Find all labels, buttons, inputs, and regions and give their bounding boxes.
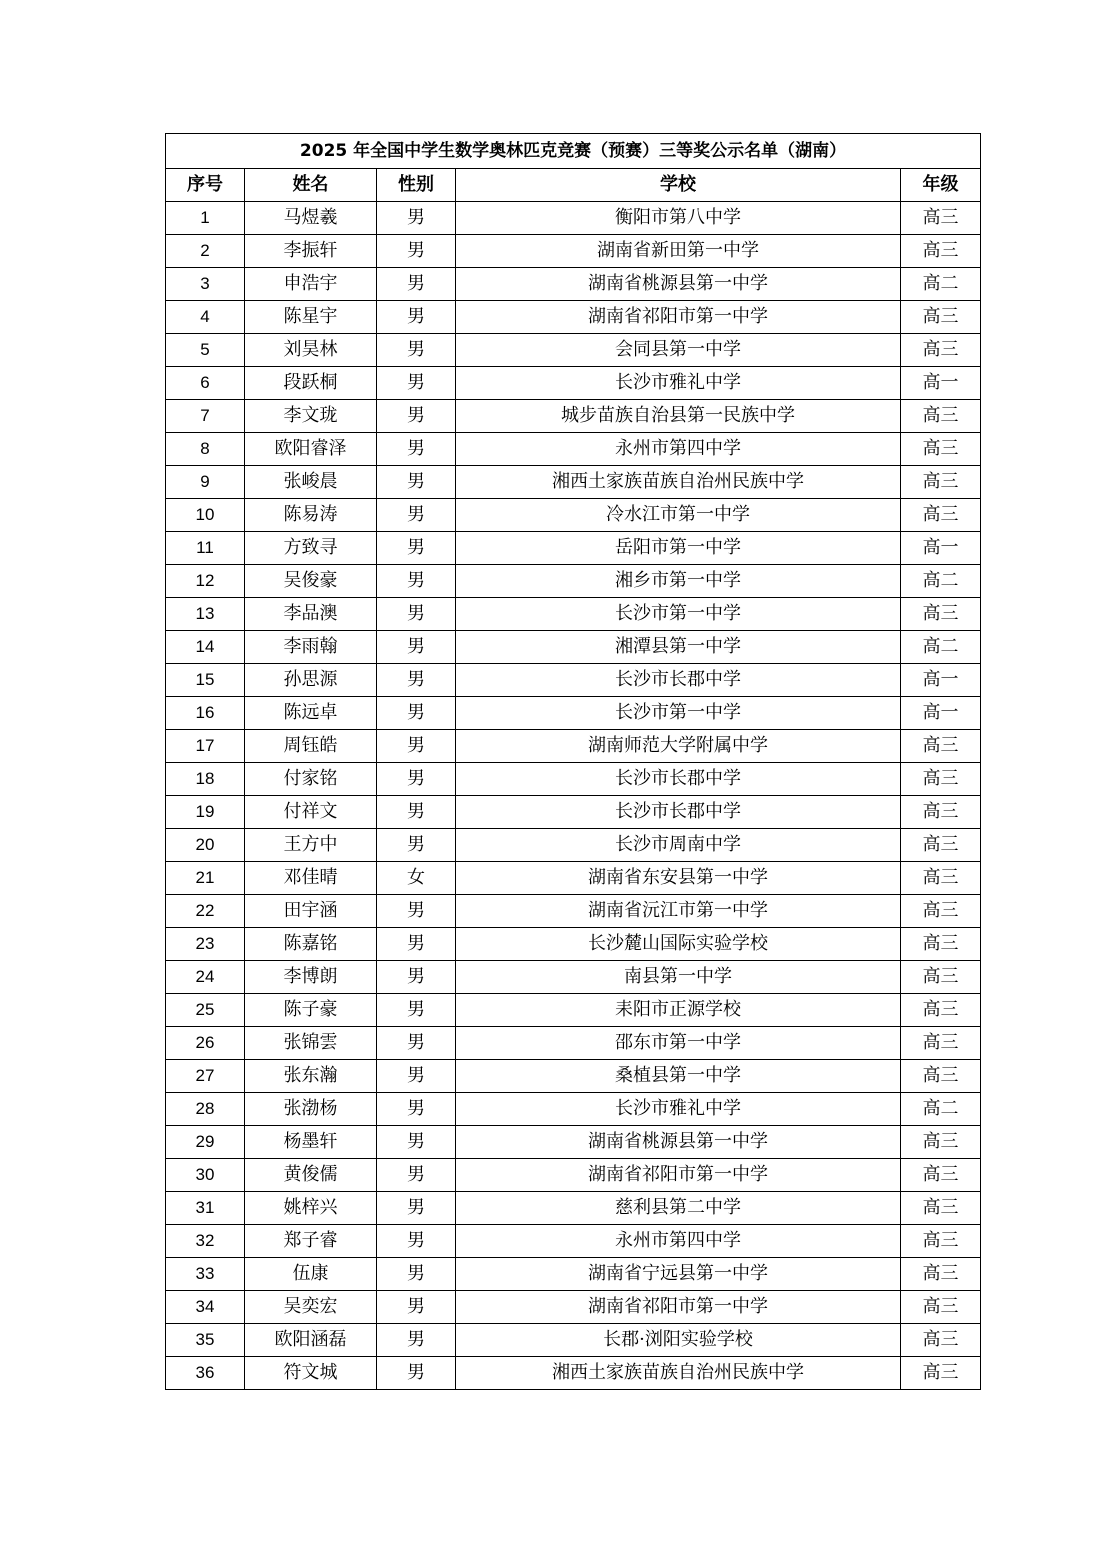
table-body [166,202,981,1390]
table-row [166,301,981,334]
cell-school: 耒阳市正源学校 [456,994,901,1027]
cell-name: 李品澳 [245,598,377,631]
cell-index: 36 [166,1357,245,1390]
column-header-gender: 性别 [377,169,456,202]
cell-gender: 男 [377,895,456,928]
cell-name: 申浩宇 [245,268,377,301]
cell-gender: 男 [377,1159,456,1192]
cell-grade: 高三 [901,466,981,499]
cell-grade: 高二 [901,1093,981,1126]
cell-gender: 男 [377,994,456,1027]
cell-gender: 男 [377,1291,456,1324]
cell-name: 段跃桐 [245,367,377,400]
cell-index: 18 [166,763,245,796]
table-row [166,829,981,862]
cell-name: 张渤杨 [245,1093,377,1126]
cell-grade: 高三 [901,895,981,928]
cell-index: 2 [166,235,245,268]
cell-index: 32 [166,1225,245,1258]
cell-grade: 高三 [901,829,981,862]
table-row [166,796,981,829]
table-row [166,466,981,499]
cell-school: 湖南师范大学附属中学 [456,730,901,763]
cell-gender: 男 [377,598,456,631]
table-row [166,994,981,1027]
cell-index: 26 [166,1027,245,1060]
cell-index: 23 [166,928,245,961]
cell-name: 周钰皓 [245,730,377,763]
column-header-school: 学校 [456,169,901,202]
table-row [166,1126,981,1159]
cell-index: 17 [166,730,245,763]
cell-grade: 高三 [901,961,981,994]
table-row [166,1060,981,1093]
cell-grade: 高三 [901,235,981,268]
cell-school: 长沙市长郡中学 [456,763,901,796]
cell-school: 湘西土家族苗族自治州民族中学 [456,466,901,499]
cell-name: 伍康 [245,1258,377,1291]
cell-school: 长沙市第一中学 [456,697,901,730]
cell-index: 19 [166,796,245,829]
cell-school: 长沙市周南中学 [456,829,901,862]
cell-index: 33 [166,1258,245,1291]
cell-index: 31 [166,1192,245,1225]
table-row [166,928,981,961]
cell-name: 方致寻 [245,532,377,565]
cell-name: 张东瀚 [245,1060,377,1093]
cell-index: 7 [166,400,245,433]
cell-name: 符文城 [245,1357,377,1390]
cell-school: 湘乡市第一中学 [456,565,901,598]
cell-index: 10 [166,499,245,532]
cell-school: 湘潭县第一中学 [456,631,901,664]
cell-gender: 男 [377,235,456,268]
cell-grade: 高三 [901,730,981,763]
table-row [166,961,981,994]
cell-gender: 男 [377,400,456,433]
cell-grade: 高三 [901,1324,981,1357]
table-row [166,565,981,598]
table-row [166,1192,981,1225]
cell-index: 12 [166,565,245,598]
table-row [166,268,981,301]
cell-gender: 男 [377,268,456,301]
cell-school: 湖南省桃源县第一中学 [456,268,901,301]
cell-school: 长沙麓山国际实验学校 [456,928,901,961]
cell-gender: 男 [377,367,456,400]
cell-name: 田宇涵 [245,895,377,928]
cell-name: 王方中 [245,829,377,862]
cell-name: 吴奕宏 [245,1291,377,1324]
cell-gender: 男 [377,697,456,730]
table-row [166,1159,981,1192]
cell-index: 6 [166,367,245,400]
cell-name: 付家铭 [245,763,377,796]
title-row [166,134,981,169]
cell-index: 4 [166,301,245,334]
cell-name: 李雨翰 [245,631,377,664]
table-row [166,1093,981,1126]
cell-grade: 高二 [901,268,981,301]
cell-index: 29 [166,1126,245,1159]
cell-name: 马煜羲 [245,202,377,235]
cell-gender: 男 [377,202,456,235]
cell-gender: 男 [377,1324,456,1357]
cell-gender: 男 [377,532,456,565]
table-row [166,895,981,928]
cell-gender: 男 [377,1192,456,1225]
table-row [166,532,981,565]
table-row [166,235,981,268]
column-header-name: 姓名 [245,169,377,202]
cell-school: 湖南省桃源县第一中学 [456,1126,901,1159]
cell-name: 杨墨轩 [245,1126,377,1159]
table-row [166,730,981,763]
cell-school: 长沙市第一中学 [456,598,901,631]
table-row [166,697,981,730]
cell-grade: 高三 [901,1258,981,1291]
cell-gender: 男 [377,334,456,367]
cell-gender: 男 [377,1126,456,1159]
cell-school: 永州市第四中学 [456,1225,901,1258]
cell-school: 长沙市雅礼中学 [456,367,901,400]
cell-school: 桑植县第一中学 [456,1060,901,1093]
cell-grade: 高三 [901,1291,981,1324]
cell-school: 永州市第四中学 [456,433,901,466]
cell-school: 湖南省祁阳市第一中学 [456,301,901,334]
cell-grade: 高二 [901,631,981,664]
cell-school: 冷水江市第一中学 [456,499,901,532]
cell-name: 李振轩 [245,235,377,268]
cell-index: 15 [166,664,245,697]
cell-name: 李文珑 [245,400,377,433]
cell-school: 邵东市第一中学 [456,1027,901,1060]
cell-name: 付祥文 [245,796,377,829]
cell-name: 陈星宇 [245,301,377,334]
cell-name: 邓佳晴 [245,862,377,895]
cell-gender: 男 [377,433,456,466]
cell-grade: 高三 [901,1192,981,1225]
cell-gender: 男 [377,664,456,697]
cell-name: 张锦雲 [245,1027,377,1060]
cell-grade: 高一 [901,532,981,565]
column-header-grade: 年级 [901,169,981,202]
cell-grade: 高三 [901,433,981,466]
cell-school: 湖南省宁远县第一中学 [456,1258,901,1291]
cell-name: 刘昊林 [245,334,377,367]
cell-index: 14 [166,631,245,664]
cell-index: 21 [166,862,245,895]
cell-school: 长沙市长郡中学 [456,796,901,829]
cell-grade: 高三 [901,301,981,334]
cell-grade: 高三 [901,1225,981,1258]
cell-gender: 男 [377,829,456,862]
cell-grade: 高三 [901,1159,981,1192]
table-row [166,433,981,466]
cell-gender: 男 [377,631,456,664]
cell-gender: 男 [377,961,456,994]
cell-name: 郑子睿 [245,1225,377,1258]
cell-grade: 高三 [901,994,981,1027]
cell-index: 35 [166,1324,245,1357]
cell-grade: 高三 [901,334,981,367]
cell-name: 姚梓兴 [245,1192,377,1225]
cell-gender: 男 [377,565,456,598]
cell-school: 长郡·浏阳实验学校 [456,1324,901,1357]
cell-grade: 高三 [901,796,981,829]
cell-name: 张峻晨 [245,466,377,499]
table-row [166,763,981,796]
cell-school: 会同县第一中学 [456,334,901,367]
cell-grade: 高三 [901,202,981,235]
cell-name: 欧阳睿泽 [245,433,377,466]
cell-index: 27 [166,1060,245,1093]
cell-grade: 高三 [901,499,981,532]
table-row [166,202,981,235]
cell-index: 13 [166,598,245,631]
cell-name: 黄俊儒 [245,1159,377,1192]
cell-name: 陈远卓 [245,697,377,730]
cell-index: 5 [166,334,245,367]
cell-index: 22 [166,895,245,928]
cell-name: 陈易涛 [245,499,377,532]
cell-gender: 男 [377,763,456,796]
cell-grade: 高三 [901,1126,981,1159]
cell-gender: 男 [377,796,456,829]
table-row [166,598,981,631]
table-row [166,1291,981,1324]
cell-gender: 男 [377,1060,456,1093]
table-row [166,1357,981,1390]
cell-index: 8 [166,433,245,466]
table-row [166,334,981,367]
table-row [166,499,981,532]
table-row [166,1324,981,1357]
cell-school: 湖南省沅江市第一中学 [456,895,901,928]
cell-school: 岳阳市第一中学 [456,532,901,565]
document-title: 2025 年全国中学生数学奥林匹克竞赛（预赛）三等奖公示名单（湖南） [166,134,981,169]
cell-gender: 男 [377,1258,456,1291]
cell-grade: 高三 [901,1357,981,1390]
cell-school: 衡阳市第八中学 [456,202,901,235]
column-header-index: 序号 [166,169,245,202]
cell-gender: 女 [377,862,456,895]
cell-school: 南县第一中学 [456,961,901,994]
cell-grade: 高三 [901,862,981,895]
award-list-table [165,133,981,1390]
cell-index: 24 [166,961,245,994]
cell-grade: 高三 [901,598,981,631]
cell-name: 陈子豪 [245,994,377,1027]
cell-index: 3 [166,268,245,301]
cell-index: 25 [166,994,245,1027]
cell-grade: 高三 [901,1060,981,1093]
cell-index: 1 [166,202,245,235]
table-row [166,862,981,895]
cell-school: 城步苗族自治县第一民族中学 [456,400,901,433]
cell-name: 陈嘉铭 [245,928,377,961]
cell-grade: 高一 [901,697,981,730]
cell-gender: 男 [377,1027,456,1060]
cell-school: 湖南省新田第一中学 [456,235,901,268]
table-row [166,1225,981,1258]
cell-name: 吴俊豪 [245,565,377,598]
table-row [166,367,981,400]
cell-gender: 男 [377,1225,456,1258]
cell-gender: 男 [377,301,456,334]
table-row [166,1027,981,1060]
cell-school: 湖南省祁阳市第一中学 [456,1291,901,1324]
table-row [166,400,981,433]
cell-grade: 高一 [901,367,981,400]
cell-name: 孙思源 [245,664,377,697]
cell-grade: 高三 [901,400,981,433]
cell-name: 李博朗 [245,961,377,994]
table-row [166,664,981,697]
cell-grade: 高二 [901,565,981,598]
cell-index: 9 [166,466,245,499]
table-row [166,631,981,664]
cell-school: 慈利县第二中学 [456,1192,901,1225]
cell-gender: 男 [377,466,456,499]
cell-index: 30 [166,1159,245,1192]
cell-index: 34 [166,1291,245,1324]
cell-gender: 男 [377,1357,456,1390]
cell-school: 长沙市雅礼中学 [456,1093,901,1126]
cell-index: 20 [166,829,245,862]
table-row [166,1258,981,1291]
cell-name: 欧阳涵磊 [245,1324,377,1357]
cell-school: 湖南省东安县第一中学 [456,862,901,895]
header-row [166,169,981,202]
cell-grade: 高三 [901,928,981,961]
cell-gender: 男 [377,928,456,961]
cell-index: 11 [166,532,245,565]
cell-school: 湘西土家族苗族自治州民族中学 [456,1357,901,1390]
cell-grade: 高一 [901,664,981,697]
cell-gender: 男 [377,1093,456,1126]
cell-gender: 男 [377,730,456,763]
cell-grade: 高三 [901,1027,981,1060]
cell-index: 16 [166,697,245,730]
cell-school: 长沙市长郡中学 [456,664,901,697]
cell-gender: 男 [377,499,456,532]
cell-grade: 高三 [901,763,981,796]
cell-index: 28 [166,1093,245,1126]
cell-school: 湖南省祁阳市第一中学 [456,1159,901,1192]
